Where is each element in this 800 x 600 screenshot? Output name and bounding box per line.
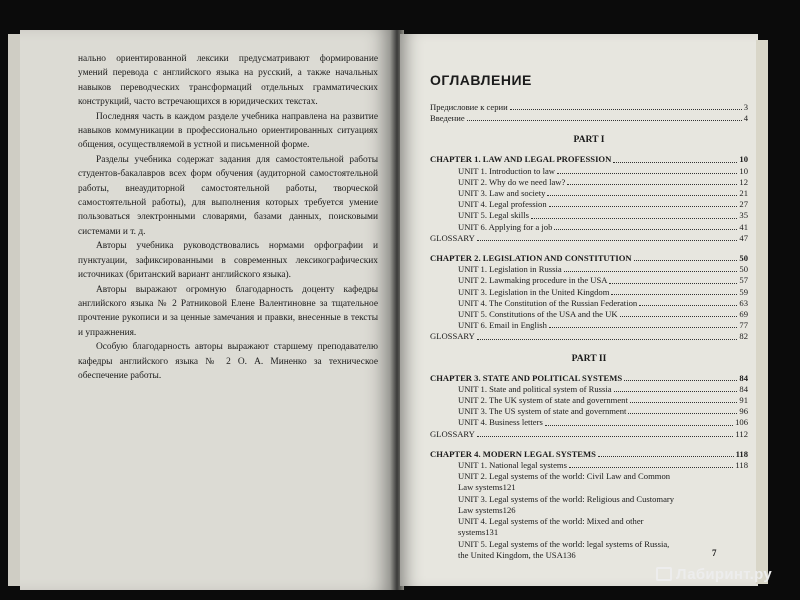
dot-leader — [531, 218, 737, 219]
toc-unit-title: UNIT 4. The Constitution of the Russian Federation — [458, 297, 638, 308]
toc-title: ОГЛАВЛЕНИЕ — [430, 72, 532, 88]
toc-unit — [430, 460, 748, 471]
toc-unit-line1: UNIT 4. Legal systems of the world: Mixed and other — [458, 516, 644, 527]
toc-unit-page: 41 — [739, 221, 748, 232]
dot-leader — [634, 260, 738, 261]
dot-leader — [628, 413, 737, 414]
dot-leader — [613, 162, 737, 163]
toc-unit-line2-row — [458, 550, 748, 561]
dot-leader — [609, 283, 737, 284]
toc-glossary — [430, 429, 748, 440]
toc-chapter — [430, 154, 748, 165]
toc-unit — [430, 471, 748, 493]
toc-unit-line1: UNIT 2. Legal systems of the world: Civil Law and Common — [458, 471, 671, 482]
dot-leader — [564, 271, 738, 272]
toc-unit-line2: Law systems — [458, 504, 503, 515]
dot-leader — [614, 391, 738, 392]
toc-unit-line2: systems — [458, 527, 486, 538]
toc-unit — [430, 222, 748, 233]
toc-unit-title: UNIT 1. National legal systems — [458, 460, 567, 471]
paragraph: нально ориентированной лексики предусматривают формирование умений перевода с английского языка на русский, а также начальных навыков переводческих трансформаций отдельных грамматических конструкций, часто встречающихся в юридических текстах. — [78, 54, 378, 108]
toc-unit-title: UNIT 2. Why do we need law? — [458, 176, 566, 187]
toc-unit-page: 27 — [739, 199, 748, 210]
toc-chapter-title: CHAPTER 1. LAW AND LEGAL PROFESSION — [430, 154, 612, 165]
dot-leader — [547, 195, 737, 196]
toc-chapter — [430, 449, 748, 460]
toc-unit — [430, 298, 748, 309]
toc-unit-page: 91 — [739, 395, 748, 406]
toc-unit-page: 10 — [739, 165, 748, 176]
toc-unit-line1: UNIT 3. Legal systems of the world: Religious and Customary — [458, 493, 675, 504]
toc-chapter-page: 84 — [739, 372, 748, 383]
dot-leader — [477, 339, 738, 340]
dot-leader — [477, 240, 738, 241]
dot-leader — [620, 316, 738, 317]
toc-unit — [430, 210, 748, 221]
dot-leader — [477, 436, 734, 437]
dot-leader — [545, 425, 733, 426]
toc-chapter-page: 50 — [739, 253, 748, 264]
toc-glossary-title: GLOSSARY — [430, 428, 475, 439]
toc-unit-title: UNIT 5. Legal skills — [458, 210, 529, 221]
toc-unit-title: UNIT 3. The US system of state and government — [458, 406, 627, 417]
toc-unit — [430, 275, 748, 286]
toc-unit-page: 59 — [739, 286, 748, 297]
toc-front-entry-title: Введение — [430, 113, 465, 124]
toc-unit — [430, 287, 748, 298]
toc-unit-page: 12 — [739, 176, 748, 187]
toc-unit — [430, 309, 748, 320]
toc-unit — [430, 199, 748, 210]
toc-unit-title: UNIT 4. Business letters — [458, 417, 543, 428]
toc-front-entry-page: 4 — [743, 113, 748, 124]
watermark-text: Лабиринт.ру — [676, 566, 772, 583]
table-of-contents — [430, 72, 748, 561]
toc-unit-page: 69 — [739, 309, 748, 320]
toc-chapter — [430, 373, 748, 384]
toc-unit-page: 63 — [739, 297, 748, 308]
toc-chapter — [430, 253, 748, 264]
toc-unit-page: 84 — [739, 383, 748, 394]
toc-unit-page: 126 — [502, 504, 516, 515]
toc-unit — [430, 516, 748, 538]
toc-unit-line2-row — [458, 505, 748, 516]
dot-leader — [549, 327, 738, 328]
toc-unit-page: 131 — [485, 527, 499, 538]
toc-unit-title: UNIT 3. Law and society — [458, 188, 546, 199]
toc-unit-page: 35 — [739, 210, 748, 221]
part-heading: PART II — [571, 352, 607, 364]
toc-unit — [430, 539, 748, 561]
toc-unit-page: 50 — [739, 264, 748, 275]
toc-unit-page: 136 — [562, 549, 576, 560]
toc-unit-title: UNIT 1. Introduction to law — [458, 165, 555, 176]
dot-leader — [557, 173, 737, 174]
toc-unit — [430, 188, 748, 199]
toc-unit-title: UNIT 1. Legislation in Russia — [458, 264, 562, 275]
toc-unit-line2: the United Kingdom, the USA — [458, 549, 563, 560]
paragraph: Разделы учебника содержат задания для самостоятельной работы студентов-бакалавров всех форм обучения (аудиторной самостоятельной работы, внеаудиторной самостоятельной работы, творческой самостоятельной работы), для выполнения которых требуется умение пользоваться электронными словарями, базами данных, поисковыми системами и т. д. — [78, 154, 378, 237]
page-number: 7 — [712, 548, 717, 558]
toc-unit-line2-row — [458, 482, 748, 493]
toc-chapter-page: 10 — [739, 154, 748, 165]
toc-unit — [430, 494, 748, 516]
toc-unit-title: UNIT 6. Applying for a job — [458, 221, 553, 232]
toc-unit — [430, 320, 748, 331]
toc-unit-line1: UNIT 5. Legal systems of the world: legal systems of Russia, — [458, 538, 670, 549]
dot-leader — [467, 120, 742, 121]
toc-front-entry-page: 3 — [743, 102, 748, 112]
toc-unit — [430, 417, 748, 428]
paragraph: Особую благодарность авторы выражают старшему преподавателю кафедры английского языка № 2 О. А. Миненко за техническое обеспечение работы. — [78, 342, 378, 381]
part-heading: PART I — [573, 134, 605, 146]
toc-chapter-title: CHAPTER 3. STATE AND POLITICAL SYSTEMS — [430, 372, 623, 383]
toc-unit — [430, 264, 748, 275]
toc-unit — [430, 384, 748, 395]
toc-unit-page: 21 — [739, 188, 748, 199]
toc-unit-title: UNIT 4. Legal profession — [458, 199, 547, 210]
toc-front-entry-title: Предисловие к серии — [430, 102, 508, 112]
toc-unit-page: 106 — [735, 417, 748, 428]
right-page-edge — [756, 40, 768, 584]
toc-unit — [430, 395, 748, 406]
toc-unit — [430, 166, 748, 177]
toc-glossary-title: GLOSSARY — [430, 331, 475, 342]
toc-unit-page: 77 — [739, 320, 748, 331]
toc-unit-title: UNIT 2. Lawmaking procedure in the USA — [458, 275, 608, 286]
toc-unit — [430, 406, 748, 417]
toc-unit-title: UNIT 1. State and political system of Russia — [458, 383, 612, 394]
dot-leader — [639, 305, 737, 306]
dot-leader — [624, 380, 737, 381]
dot-leader — [569, 467, 734, 468]
watermark — [656, 566, 772, 583]
toc-unit-title: UNIT 2. The UK system of state and government — [458, 395, 628, 406]
toc-unit-page: 57 — [739, 275, 748, 286]
toc-unit-title: UNIT 5. Constitutions of the USA and the UK — [458, 309, 618, 320]
dot-leader — [554, 229, 737, 230]
dot-leader — [510, 109, 742, 110]
labirint-logo-icon — [656, 567, 672, 581]
toc-unit-page: 121 — [502, 482, 516, 493]
toc-chapter-title: CHAPTER 2. LEGISLATION AND CONSTITUTION — [430, 253, 632, 264]
paragraph: Авторы выражают огромную благодарность доценту кафедры английского языка № 2 Ратниковой Елене Валентиновне за тщательное прочтение рукописи и за ценные замечания и правки, внесенные в тексты и упражнения. — [78, 284, 378, 338]
toc-unit — [430, 177, 748, 188]
toc-unit-page: 118 — [735, 460, 748, 471]
toc-glossary-page: 82 — [739, 331, 748, 342]
toc-glossary-page: 47 — [739, 232, 748, 243]
dot-leader — [611, 294, 737, 295]
toc-chapter-page: 118 — [735, 448, 748, 459]
toc-unit-page: 96 — [739, 406, 748, 417]
toc-unit-line2-row — [458, 527, 748, 538]
toc-glossary-title: GLOSSARY — [430, 232, 475, 243]
paragraph: Последняя часть в каждом разделе учебника направлена на развитие навыков коммуникации в профессионально ориентированных ситуациях общения, осуществляемой в устной и письменной форме. — [78, 111, 378, 151]
toc-front-entry — [430, 113, 748, 124]
toc-front-entry — [430, 102, 748, 113]
toc-chapter-title: CHAPTER 4. MODERN LEGAL SYSTEMS — [430, 448, 596, 459]
toc-glossary-page: 112 — [735, 428, 748, 439]
left-page-text — [78, 52, 378, 383]
toc-glossary — [430, 233, 748, 244]
toc-unit-line2: Law systems — [458, 482, 503, 493]
dot-leader — [630, 402, 738, 403]
paragraph: Авторы учебника руководствовались нормами орфографии и пунктуации, зафиксированными в современных лексикографических источниках (британский вариант английского языка). — [78, 241, 378, 281]
toc-glossary — [430, 331, 748, 342]
toc-unit-title: UNIT 3. Legislation in the United Kingdom — [458, 286, 610, 297]
toc-unit-title: UNIT 6. Email in English — [458, 320, 547, 331]
dot-leader — [598, 456, 734, 457]
dot-leader — [567, 184, 737, 185]
dot-leader — [549, 206, 738, 207]
